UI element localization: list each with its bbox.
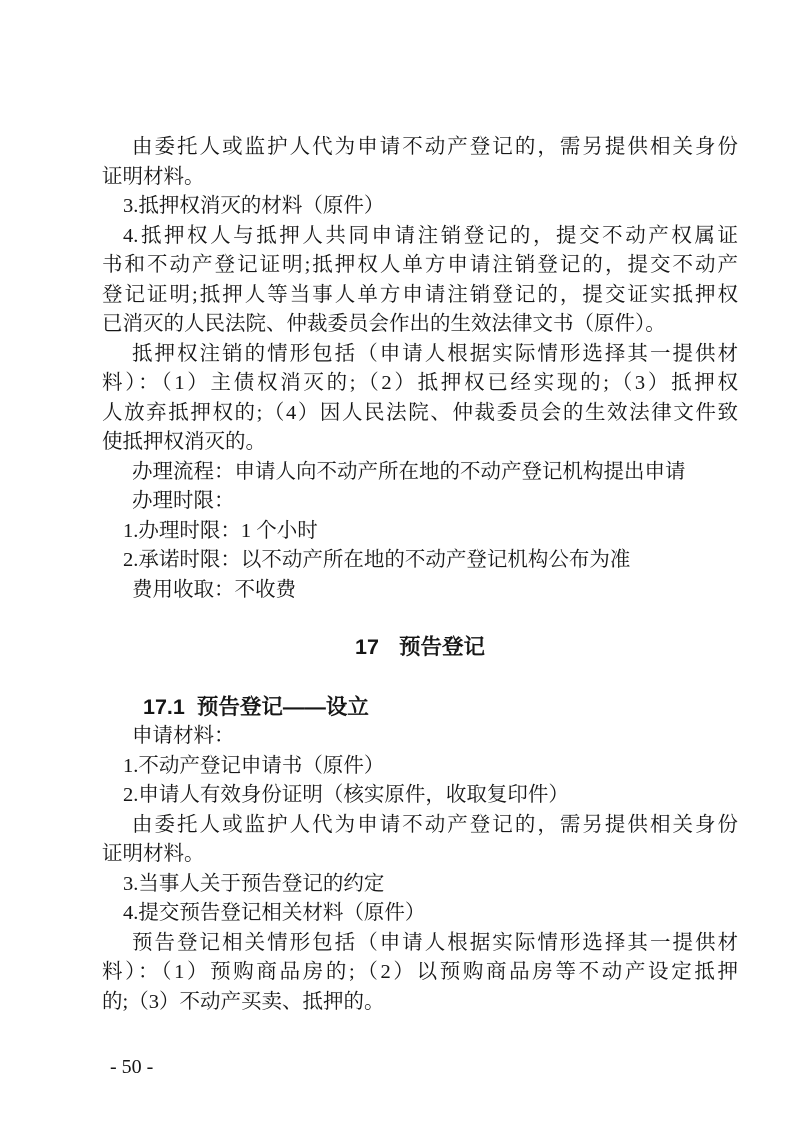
text-line: 4.抵押权人与抵押人共同申请注销登记的，提交不动产权属证 [123,224,738,247]
page-number: - 50 - [110,1056,154,1078]
text-line: 抵押权注销的情形包括（申请人根据实际情形选择其一提供材 [132,342,738,365]
text-line: 3.抵押权消灭的材料（原件） [123,195,385,217]
paragraph [102,781,738,811]
text-line: 书和不动产登记证明;抵押权人单方申请注销登记的，提交不动产 [102,254,738,276]
text-line: 证明材料。 [102,843,205,865]
paragraph [102,546,738,576]
paragraph [102,458,738,488]
subsection-number: 17.1 [143,695,185,719]
paragraph [102,870,738,900]
text-line: 由委托人或监护人代为申请不动产登记的，需另提供相关身份 [132,813,738,836]
paragraph [102,222,738,340]
section-heading [102,632,738,662]
paragraph [102,722,738,752]
paragraph [102,752,738,782]
section-title: 预告登记 [398,635,485,659]
text-line: 费用收取：不收费 [132,578,296,601]
text-line: 4.提交预告登记相关材料（原件） [123,902,426,924]
text-line: 2.承诺时限：以不动产所在地的不动产登记机构公布为准 [123,549,631,571]
paragraph [102,929,738,1018]
paragraph [102,517,738,547]
text-line: 由委托人或监护人代为申请不动产登记的，需另提供相关身份 [132,136,738,158]
paragraph [102,811,738,870]
paragraph [102,576,738,606]
paragraph [102,192,738,222]
paragraph [102,899,738,929]
text-line: 申请材料： [132,725,235,747]
paragraph [102,340,738,458]
text-line: 人放弃抵押权的;（4）因人民法院、仲裁委员会的生效法律文件致 [102,401,738,424]
text-line: 1.办理时限：1 个小时 [123,519,318,542]
text-line: 证明材料。 [102,165,205,188]
text-line: 3.当事人关于预告登记的约定 [123,872,385,895]
document-body [102,133,738,1017]
text-line: 的;（3）不动产买卖、抵押的。 [102,990,385,1013]
text-line: 办理时限： [132,490,235,512]
text-line: 2.申请人有效身份证明（核实原件，收取复印件） [123,784,569,806]
text-line: 使抵押权消灭的。 [102,431,266,453]
text-line: 料）：（1）主债权消灭的;（2）抵押权已经实现的;（3）抵押权 [102,372,738,394]
text-line: 登记证明;抵押人等当事人单方申请注销登记的，提交证实抵押权 [102,283,738,306]
text-line: 预告登记相关情形包括（申请人根据实际情形选择其一提供材 [132,931,738,954]
text-line: 办理流程：申请人向不动产所在地的不动产登记机构提出申请 [132,460,686,483]
text-line: 1.不动产登记申请书（原件） [123,754,385,777]
section-number: 17 [355,635,379,659]
subsection-title: 预告登记——设立 [196,695,369,719]
paragraph [102,133,738,192]
paragraph [102,487,738,517]
text-line: 已消灭的人民法院、仲裁委员会作出的生效法律文书（原件）。 [102,313,666,335]
subsection-heading [102,692,738,722]
text-line: 料）：（1）预购商品房的;（2）以预购商品房等不动产设定抵押 [102,961,738,983]
